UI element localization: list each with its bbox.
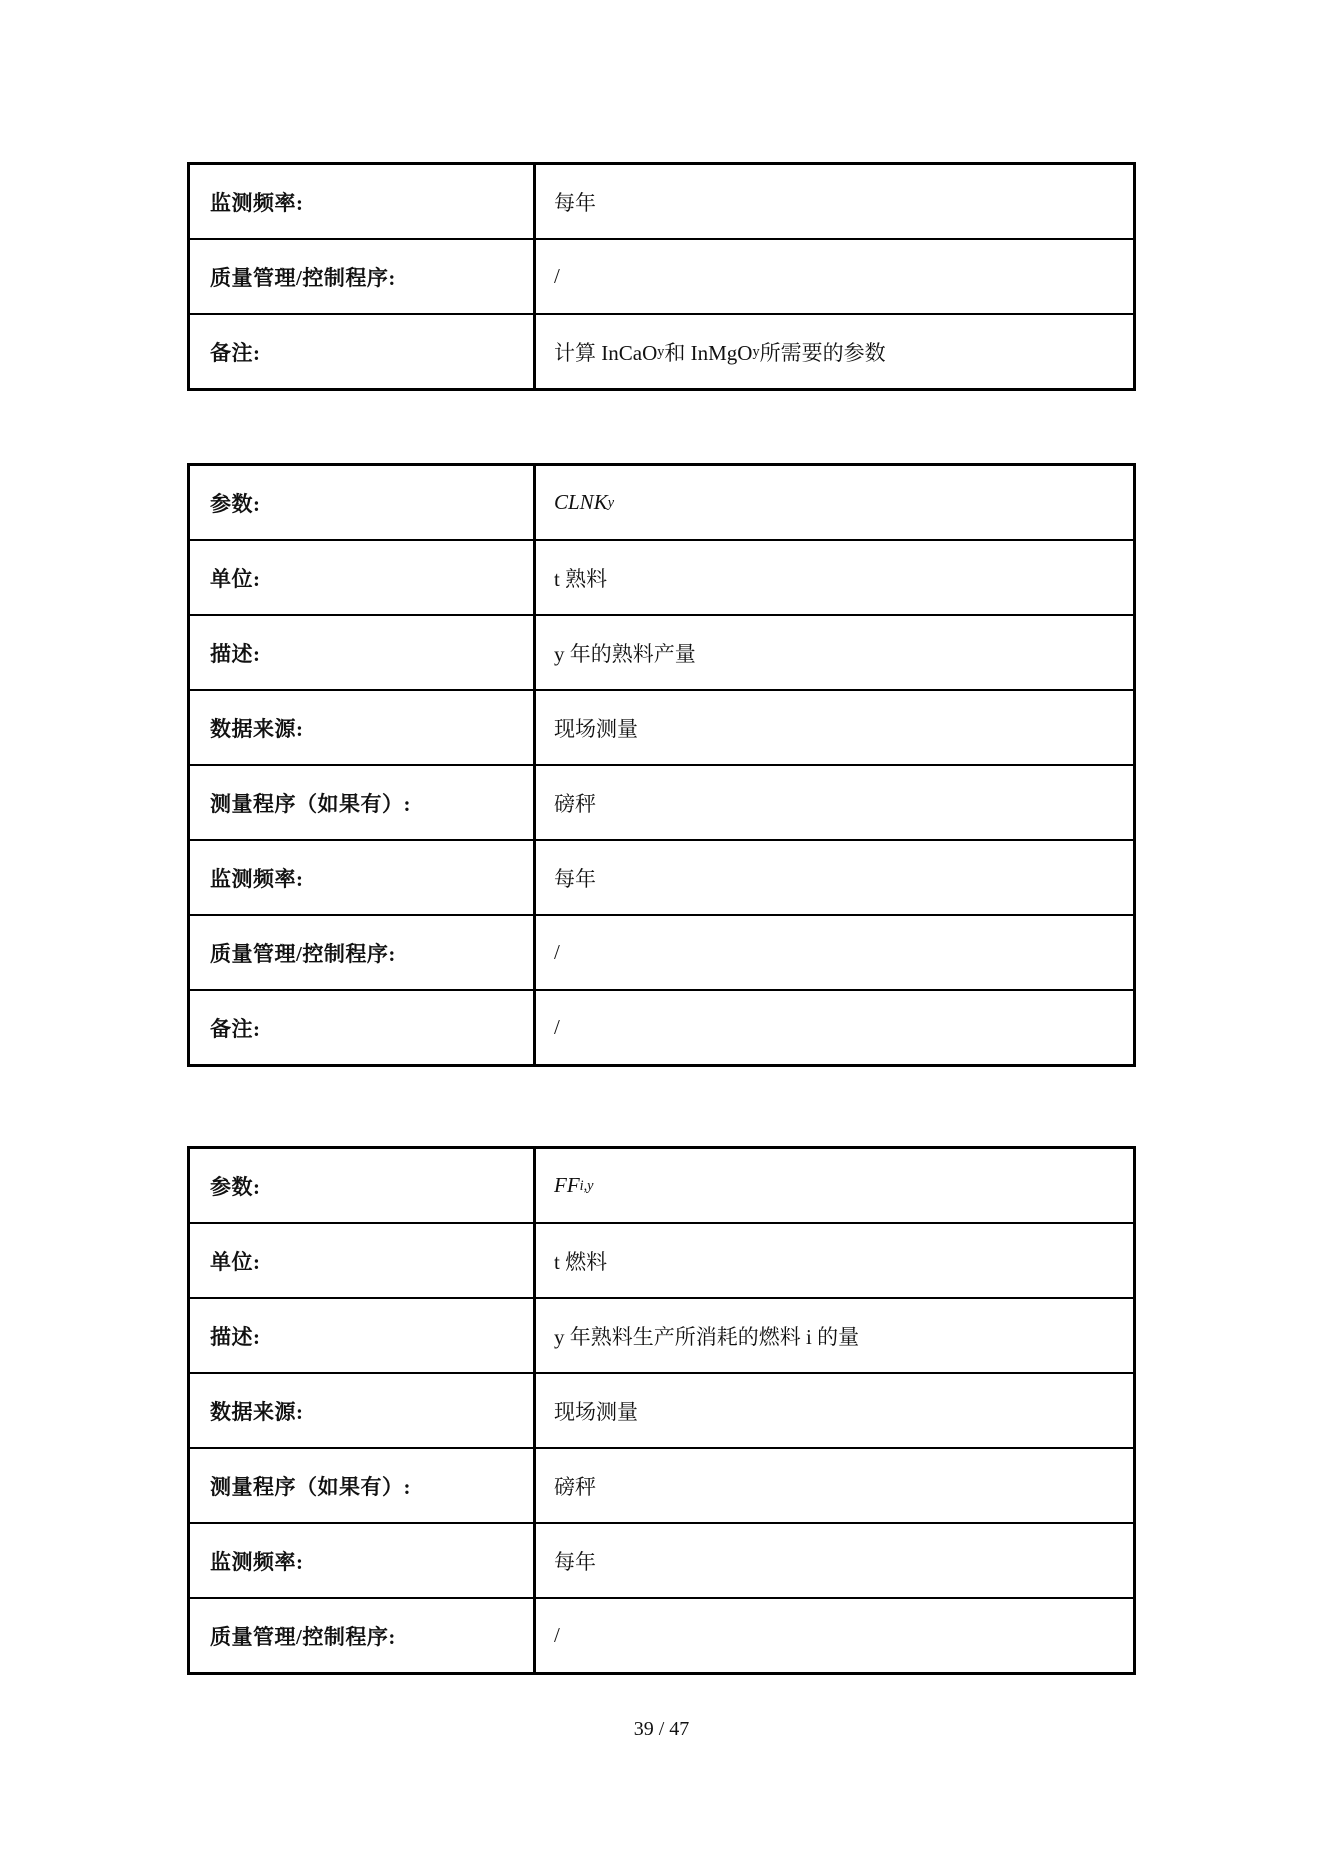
table-row	[190, 991, 1133, 1064]
row-label-measurement-procedures: 测量程序（如果有）:	[190, 1449, 536, 1522]
table-row	[190, 841, 1133, 916]
row-label-monitoring-frequency: 监测频率:	[190, 165, 536, 238]
table-row	[190, 616, 1133, 691]
table-row	[190, 466, 1133, 541]
table-row	[190, 766, 1133, 841]
table-row	[190, 1449, 1133, 1524]
page-number: 39 / 47	[633, 1718, 690, 1740]
row-label-qa-qc-procedures: 质量管理/控制程序:	[190, 1599, 536, 1672]
row-value-unit: t 熟料	[554, 566, 608, 591]
row-value-description: y 年的熟料产量	[554, 641, 696, 666]
row-value-measurement-procedures: 磅秤	[554, 791, 596, 816]
table-row	[190, 165, 1133, 240]
table-row	[190, 1224, 1133, 1299]
row-value-qa-qc-procedures: /	[554, 1623, 560, 1647]
row-value-remarks: /	[554, 1015, 560, 1039]
table-row	[190, 240, 1133, 315]
row-label-parameter: 参数:	[190, 1149, 536, 1222]
table-row	[190, 1149, 1133, 1224]
row-label-unit: 单位:	[190, 541, 536, 614]
row-value-parameter: CLNK y	[554, 490, 615, 514]
row-label-data-source: 数据来源:	[190, 1374, 536, 1447]
row-value-monitoring-frequency: 每年	[554, 190, 596, 215]
table-row	[190, 315, 1133, 388]
table-row	[190, 1599, 1133, 1672]
row-value-measurement-procedures: 磅秤	[554, 1474, 596, 1499]
parameter-table-continued	[187, 162, 1136, 391]
row-value-data-source: 现场测量	[554, 1399, 638, 1424]
row-value-monitoring-frequency: 每年	[554, 866, 596, 891]
row-label-monitoring-frequency: 监测频率:	[190, 841, 536, 914]
table-row	[190, 1299, 1133, 1374]
row-label-qa-qc-procedures: 质量管理/控制程序:	[190, 916, 536, 989]
parameter-table-clnk	[187, 463, 1136, 1067]
row-value-qa-qc-procedures: /	[554, 940, 560, 964]
row-label-monitoring-frequency: 监测频率:	[190, 1524, 536, 1597]
parameter-table-ff	[187, 1146, 1136, 1675]
row-label-qa-qc-procedures: 质量管理/控制程序:	[190, 240, 536, 313]
row-value-qa-qc-procedures: /	[554, 264, 560, 288]
row-label-description: 描述:	[190, 616, 536, 689]
row-label-remarks: 备注:	[190, 991, 536, 1064]
row-label-data-source: 数据来源:	[190, 691, 536, 764]
row-value-remarks: 计算 InCaO y 和 InMgO y 所需要的参数	[554, 340, 886, 365]
table-row	[190, 691, 1133, 766]
table-row	[190, 1524, 1133, 1599]
row-label-parameter: 参数:	[190, 466, 536, 539]
row-value-description: y 年熟料生产所消耗的燃料 i 的量	[554, 1324, 860, 1349]
row-value-parameter: FF i,y	[554, 1173, 594, 1197]
row-value-monitoring-frequency: 每年	[554, 1549, 596, 1574]
row-label-remarks: 备注:	[190, 315, 536, 388]
row-label-measurement-procedures: 测量程序（如果有）:	[190, 766, 536, 839]
table-row	[190, 541, 1133, 616]
row-value-unit: t 燃料	[554, 1249, 608, 1274]
row-value-data-source: 现场测量	[554, 716, 638, 741]
row-label-description: 描述:	[190, 1299, 536, 1372]
table-row	[190, 1374, 1133, 1449]
row-label-unit: 单位:	[190, 1224, 536, 1297]
table-row	[190, 916, 1133, 991]
